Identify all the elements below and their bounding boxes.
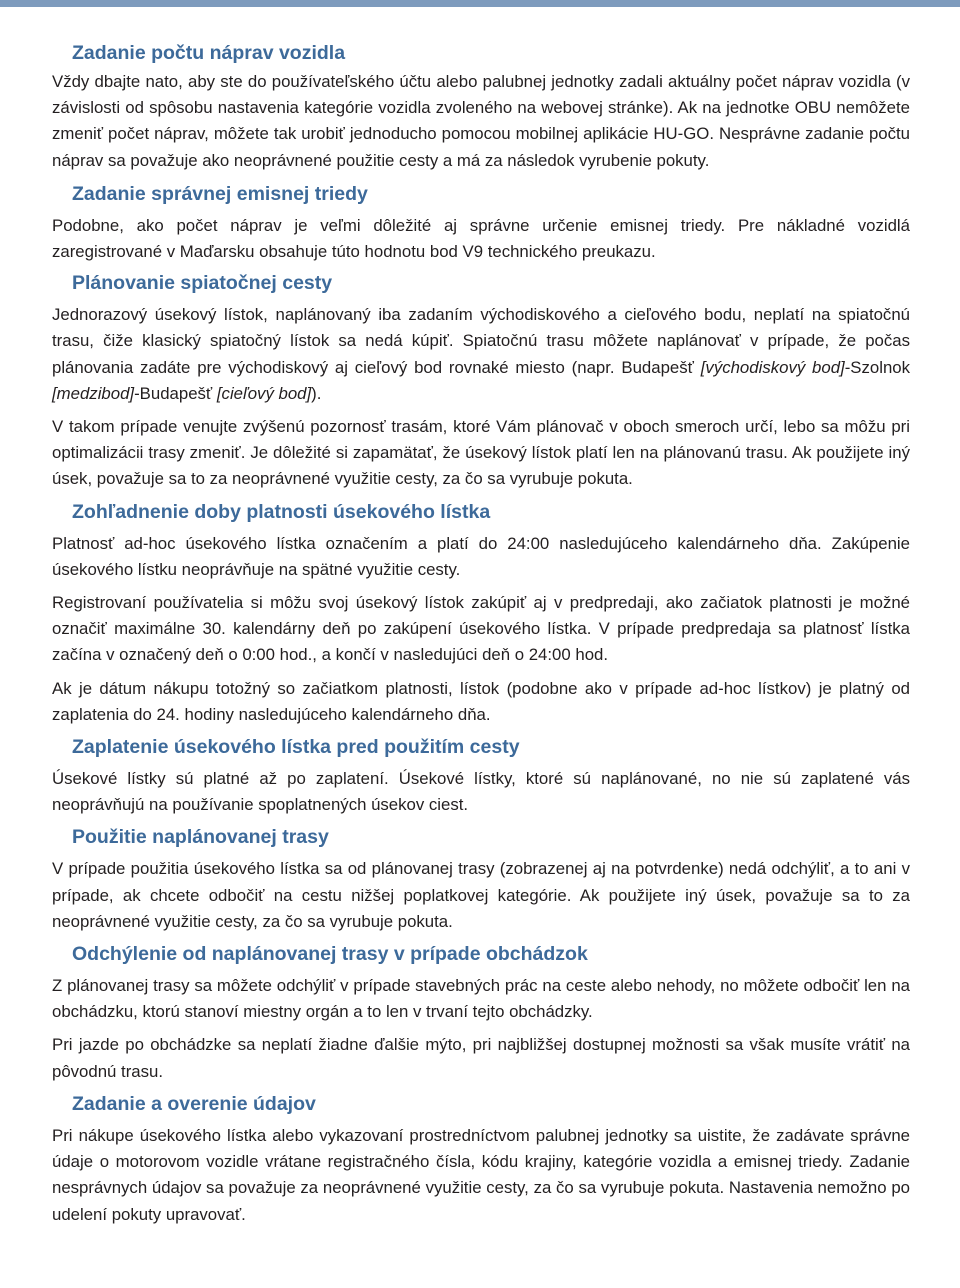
section-paragraph: Platnosť ad-hoc úsekového lístka označením a platí do 24:00 nasledujúceho kalendárneho dňa. Zakúpenie úsekového lístku neoprávňuje na spätné využitie cesty. <box>52 533 910 579</box>
text-run: ). <box>311 383 322 403</box>
section-paragraph: Pri jazde po obchádzke sa neplatí žiadne ďalšie mýto, pri najbližšej dostupnej možnosti sa však musíte vrátiť na pôvodnú trasu. <box>52 1035 910 1081</box>
top-accent-bar <box>0 0 960 7</box>
section-heading: Zadanie správnej emisnej triedy <box>72 182 368 205</box>
section-emission-class <box>52 181 910 265</box>
section-paragraph: Ak je dátum nákupu totožný so začiatkom platnosti, lístok (podobne ako v prípade ad-hoc lístkov) je platný od zaplatenia do 24. hodiny nasledujúceho kalendárneho dňa. <box>52 678 910 724</box>
section-heading: Zadanie počtu náprav vozidla <box>72 42 346 64</box>
section-planned-route <box>52 824 910 935</box>
section-detours <box>52 941 910 1085</box>
section-heading: Plánovanie spiatočnej cesty <box>72 272 333 295</box>
section-paragraph <box>52 302 910 407</box>
section-heading: Zohľadnenie doby platnosti úsekového lístka <box>72 500 491 523</box>
section-heading: Odchýlenie od naplánovanej trasy v prípade obchádzok <box>72 943 588 966</box>
section-paragraph: V prípade použitia úsekového lístka sa od plánovanej trasy (zobrazenej aj na potvrdenke) nedá odchýliť, a to ani v prípade, ak chcete odbočiť na cestu nižšej poplatkovej kategórie. Ak použijete iný úsek, považuje sa to za neoprávnené využitie cesty, za čo sa vyrubuje pokuta. <box>52 859 910 931</box>
section-paragraph: Vždy dbajte nato, aby ste do používateľského účtu alebo palubnej jednotky zadali aktuálny počet náprav vozidla (v závislosti od spôsobu nastavenia kategórie vozidla zvoleného na webovej stránke). Ak na jednotke OBU nemôžete zmeniť počet náprav, môžete tak urobiť jednoducho pomocou mobilnej aplikácie HU-GO. Nesprávne zadanie počtu náprav sa považuje ako neoprávnené použitie cesty a má za následok vyrubenie pokuty. <box>52 72 910 170</box>
section-paragraph: Registrovaní používatelia si môžu svoj úsekový lístok zakúpiť aj v predpredaji, ako začiatok platnosti je možné označiť maximálne 30. kalendárny deň po zakúpení úsekového lístka. V prípade predpredaja sa platnosť lístka začína v označený deň o 0:00 hod., a končí v nasledujúci deň o 24:00 hod. <box>52 593 910 665</box>
section-heading: Zaplatenie úsekového lístka pred použitím cesty <box>72 736 520 759</box>
section-data-verification <box>52 1091 910 1228</box>
text-run-italic: [medzibod] <box>52 383 135 403</box>
section-heading: Zadanie a overenie údajov <box>72 1092 316 1115</box>
section-ticket-validity <box>52 499 910 728</box>
document-body <box>52 40 910 1228</box>
text-run-italic: [východiskový bod] <box>700 357 845 377</box>
section-paragraph: Úsekové lístky sú platné až po zaplatení. Úsekové lístky, ktoré sú naplánované, no nie sú zaplatené vás neoprávňujú na používanie spoplatnených úsekov ciest. <box>52 769 910 815</box>
section-payment-before-use <box>52 734 910 818</box>
text-run: -Szolnok <box>844 357 911 377</box>
text-run: Jednorazový úsekový lístok, naplánovaný iba zadaním východiskového a cieľového bodu, neplatí na spiatočnú trasu, čiže klasický spiatočný lístok sa nedá kúpiť. Spiatočnú trasu môžete naplánovať v prípade, že počas plánovania zadáte pre východiskový aj cieľový bod rovnaké miesto (napr. Budapešť <box>52 305 910 377</box>
section-paragraph: Z plánovanej trasy sa môžete odchýliť v prípade stavebných prác na ceste alebo nehody, no môžete odbočiť len na obchádzku, ktorú stanoví miestny orgán a to len v trvaní tejto obchádzky. <box>52 976 910 1022</box>
section-axle-count <box>52 40 910 174</box>
section-paragraph: Pri nákupe úsekového lístka alebo vykazovaní prostredníctvom palubnej jednotky sa uistite, že zadávate správne údaje o motorovom vozidle vrátane registračného čísla, kódu krajiny, kategórie vozidla a emisnej triedy. Zadanie nesprávnych údajov sa považuje za neoprávnené využitie cesty, za čo sa vyrubuje pokuta. Nastavenia nemožno po udelení pokuty upravovať. <box>52 1125 910 1224</box>
section-heading: Použitie naplánovanej trasy <box>72 826 329 849</box>
section-return-trip <box>52 270 910 492</box>
text-run-italic: [cieľový bod] <box>216 383 312 403</box>
text-run: -Budapešť <box>134 383 217 403</box>
section-paragraph: V takom prípade venujte zvýšenú pozornosť trasám, ktoré Vám plánovač v oboch smeroch určí, lebo sa môžu pri optimalizácii trasy zmeniť. Je dôležité si zapamätať, že úsekový lístok platí len na plánovanú trasu. Ak použijete iný úsek, považuje sa to za neoprávnené využitie cesty, za čo sa vyrubuje pokuta. <box>52 417 910 489</box>
section-paragraph: Podobne, ako počet náprav je veľmi dôležité aj správne určenie emisnej triedy. Pre nákladné vozidlá zaregistrované v Maďarsku obsahuje túto hodnotu bod V9 technického preukazu. <box>52 215 910 262</box>
